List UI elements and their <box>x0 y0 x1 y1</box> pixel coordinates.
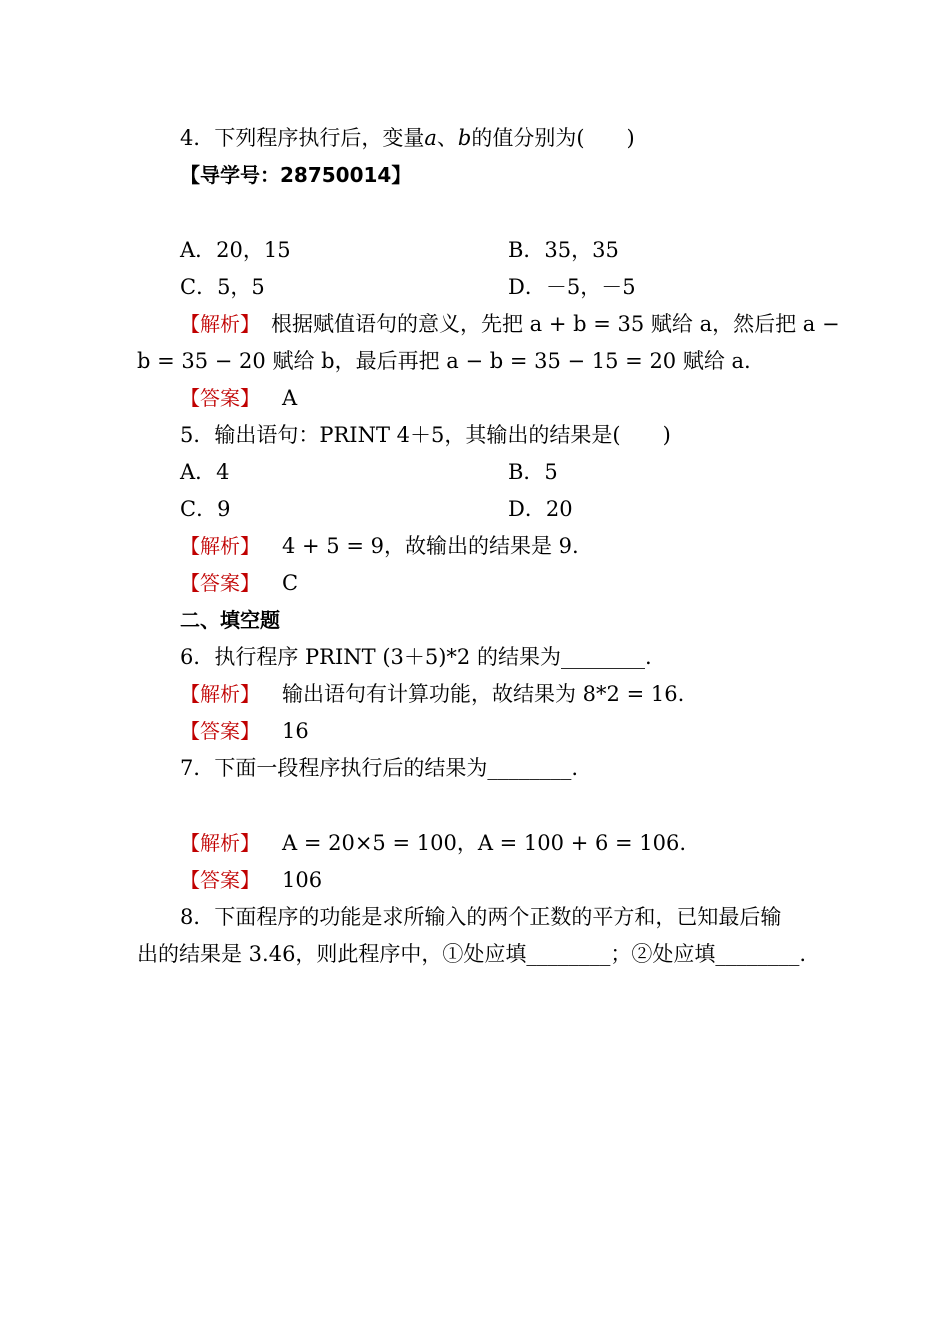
q5-analysis-text: 4 + 5 = 9，故输出的结果是 9. <box>282 534 579 558</box>
q5-analysis-tag: 【解析】 <box>180 534 260 558</box>
q4-analysis-line1 <box>180 310 840 338</box>
q6-answer-value: 16 <box>282 719 309 743</box>
q4-guide-number: 【导学号：28750014】 <box>180 163 412 187</box>
q4-option-b: B．35，35 <box>508 238 619 262</box>
q5-answer-value: C <box>282 571 299 595</box>
q4-option-c: C．5，5 <box>180 275 265 299</box>
q4-analysis-tag: 【解析】 <box>180 312 250 336</box>
q4-answer-tag: 【答案】 <box>180 386 260 410</box>
q4-sep: 、 <box>436 126 458 150</box>
q4-stem-pre: 4．下列程序执行后，变量 <box>180 126 425 150</box>
section-title-fill-blank: 二、填空题 <box>180 608 280 632</box>
q4-analysis-text1: 根据赋值语句的意义，先把 a + b = 35 赋给 a，然后把 a − <box>250 312 840 336</box>
q6-answer <box>180 717 309 745</box>
q5-option-d: D．20 <box>508 497 573 521</box>
q7-answer-tag: 【答案】 <box>180 868 260 892</box>
q5-answer <box>180 569 298 597</box>
q4-var-a: a <box>424 126 437 150</box>
q4-option-a: A．20，15 <box>180 238 291 262</box>
q6-analysis-tag: 【解析】 <box>180 682 260 706</box>
q4-analysis-line2: b = 35 − 20 赋给 b，最后再把 a − b = 35 − 15 = 20 赋给 a. <box>137 349 751 373</box>
q6-analysis-text: 输出语句有计算功能，故结果为 8*2 = 16. <box>282 682 685 706</box>
q4-stem <box>180 124 635 152</box>
q6-analysis <box>180 680 684 708</box>
q7-analysis-text: A = 20×5 = 100，A = 100 + 6 = 106. <box>282 831 687 855</box>
q7-answer <box>180 866 322 894</box>
q4-option-d: D．－5，－5 <box>508 275 636 299</box>
q4-answer-value: A <box>282 386 298 410</box>
q5-answer-tag: 【答案】 <box>180 571 260 595</box>
q7-analysis <box>180 829 686 857</box>
q5-option-c: C．9 <box>180 497 231 521</box>
q8-stem-line2: 出的结果是 3.46，则此程序中，①处应填________；②处应填________. <box>137 942 807 966</box>
q6-stem: 6．执行程序 PRINT (3＋5)*2 的结果为________. <box>180 645 652 669</box>
q8-stem-line1: 8．下面程序的功能是求所输入的两个正数的平方和，已知最后输 <box>180 905 782 929</box>
q5-option-b: B．5 <box>508 460 558 484</box>
q5-analysis <box>180 532 579 560</box>
q7-stem: 7．下面一段程序执行后的结果为________. <box>180 756 579 780</box>
q7-analysis-tag: 【解析】 <box>180 831 260 855</box>
q4-stem-post: 的值分别为( ) <box>471 126 635 150</box>
q4-var-b: b <box>457 126 472 150</box>
q5-stem: 5．输出语句：PRINT 4＋5，其输出的结果是( ) <box>180 423 671 447</box>
q6-answer-tag: 【答案】 <box>180 719 260 743</box>
q5-option-a: A．4 <box>180 460 230 484</box>
q7-answer-value: 106 <box>282 868 323 892</box>
q4-answer <box>180 384 297 412</box>
